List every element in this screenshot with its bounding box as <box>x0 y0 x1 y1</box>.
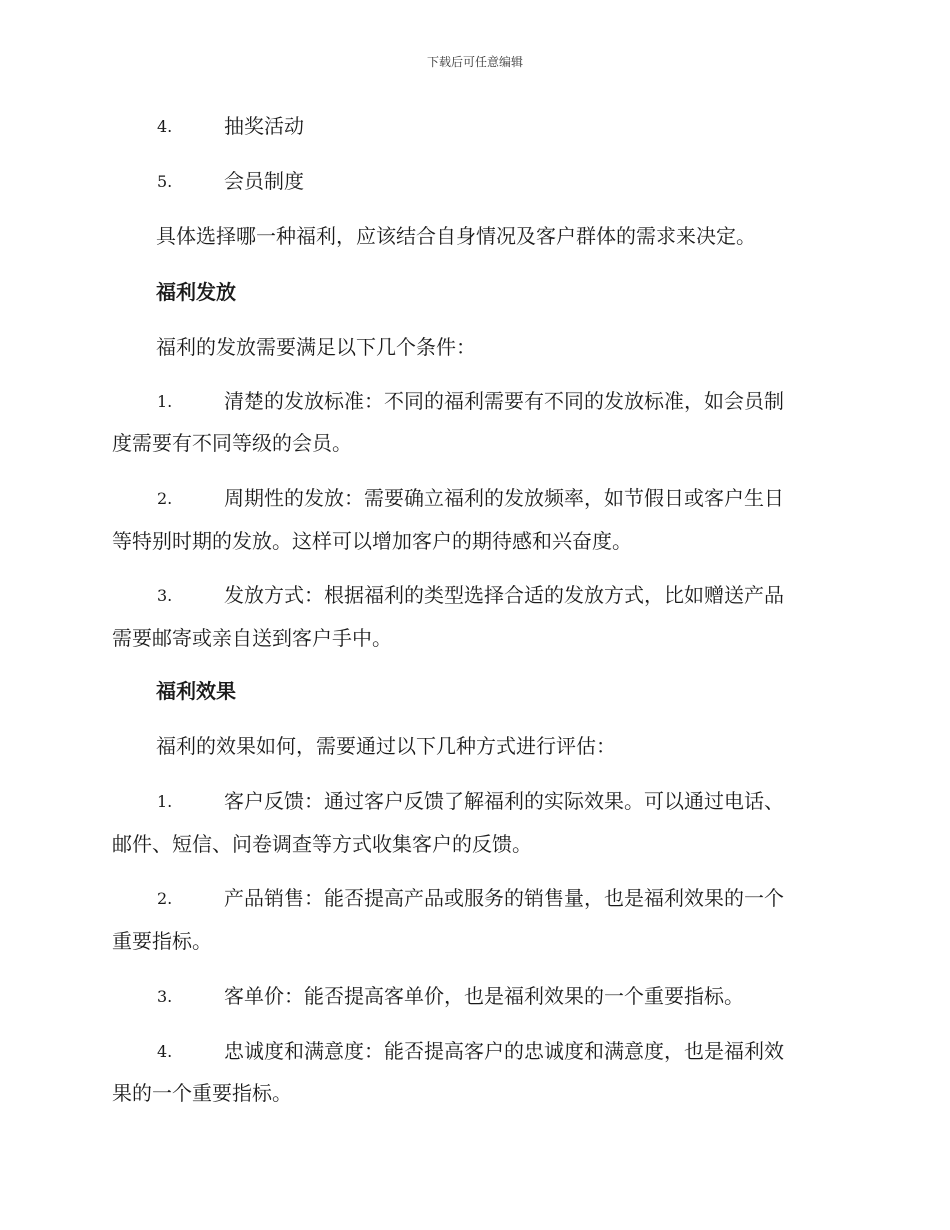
list-number: 2. <box>157 889 173 908</box>
list-number: 4. <box>157 117 173 136</box>
paragraph-text: 福利的效果如何，需要通过以下几种方式进行评估： <box>156 734 616 758</box>
list-number: 3. <box>157 987 173 1006</box>
list-text: 果的一个重要指标。 <box>112 1081 292 1105</box>
list-text: 客单价：能否提高客单价，也是福利效果的一个重要指标。 <box>224 984 744 1008</box>
list-text: 客户反馈：通过客户反馈了解福利的实际效果。可以通过电话、 <box>224 789 784 813</box>
list-text: 会员制度 <box>224 169 304 193</box>
list-text: 周期性的发放：需要确立福利的发放频率，如节假日或客户生日 <box>224 486 784 510</box>
list-number: 4. <box>157 1042 173 1061</box>
heading-text: 福利发放 <box>156 280 236 304</box>
list-number: 5. <box>157 172 173 191</box>
heading-text: 福利效果 <box>156 679 236 703</box>
list-text: 度需要有不同等级的会员。 <box>112 431 352 455</box>
list-text: 重要指标。 <box>112 929 212 953</box>
list-text: 需要邮寄或亲自送到客户手中。 <box>112 626 392 650</box>
list-number: 3. <box>157 586 173 605</box>
list-text: 发放方式：根据福利的类型选择合适的发放方式，比如赠送产品 <box>224 583 784 607</box>
page-header: 下载后可任意编辑 <box>426 55 523 69</box>
list-text: 邮件、短信、问卷调查等方式收集客户的反馈。 <box>112 832 532 856</box>
list-text: 忠诚度和满意度：能否提高客户的忠诚度和满意度，也是福利效 <box>224 1039 784 1063</box>
paragraph-text: 福利的发放需要满足以下几个条件： <box>156 335 476 359</box>
list-text: 产品销售：能否提高产品或服务的销售量，也是福利效果的一个 <box>224 886 784 910</box>
list-text: 抽奖活动 <box>224 114 304 138</box>
list-text: 等特别时期的发放。这样可以增加客户的期待感和兴奋度。 <box>112 529 632 553</box>
list-number: 1. <box>157 792 173 811</box>
list-text: 清楚的发放标准：不同的福利需要有不同的发放标准，如会员制 <box>224 389 784 413</box>
list-number: 2. <box>157 489 173 508</box>
list-number: 1. <box>157 392 173 411</box>
paragraph-text: 具体选择哪一种福利，应该结合自身情况及客户群体的需求来决定。 <box>156 224 756 248</box>
